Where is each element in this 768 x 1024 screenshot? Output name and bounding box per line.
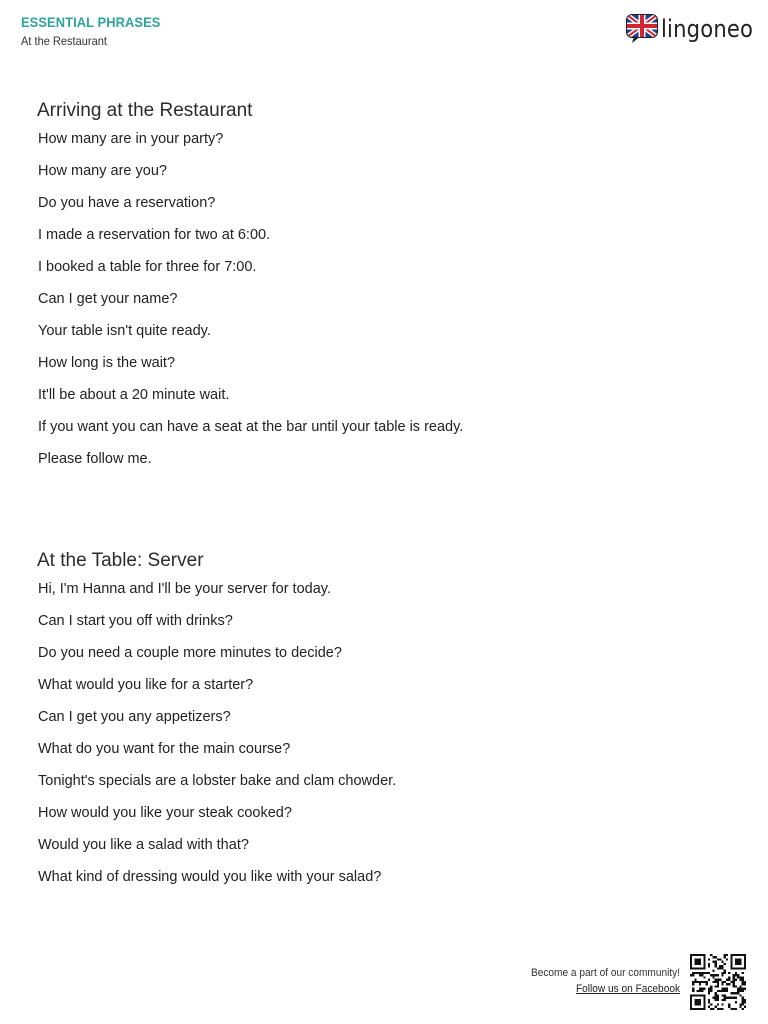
section-arriving bbox=[37, 99, 463, 481]
document-title: ESSENTIAL PHRASES bbox=[21, 14, 161, 30]
phrase-item: What do you want for the main course? bbox=[38, 741, 291, 757]
phrase-item: How many are you? bbox=[38, 163, 167, 179]
phrase-item: How many are in your party? bbox=[38, 131, 224, 147]
phrase-item: Do you need a couple more minutes to decide? bbox=[38, 645, 342, 661]
phrase-item: Can I get your name? bbox=[38, 291, 178, 307]
qr-code-icon[interactable] bbox=[690, 954, 746, 1010]
phrase-item: I made a reservation for two at 6:00. bbox=[38, 227, 271, 243]
phrase-item: Do you have a reservation? bbox=[38, 195, 216, 211]
phrase-item: Hi, I'm Hanna and I'll be your server for today. bbox=[38, 581, 331, 597]
facebook-link[interactable]: Follow us on Facebook bbox=[575, 983, 680, 995]
phrase-item: It'll be about a 20 minute wait. bbox=[38, 387, 230, 403]
phrase-item: What would you like for a starter? bbox=[38, 677, 254, 693]
phrase-item: Can I get you any appetizers? bbox=[38, 709, 231, 725]
footer-community bbox=[518, 967, 680, 995]
section-at-the-table bbox=[37, 549, 396, 899]
phrase-item: I booked a table for three for 7:00. bbox=[38, 259, 257, 275]
phrase-item: If you want you can have a seat at the bar until your table is ready. bbox=[38, 419, 464, 435]
logo-text: lingoneo bbox=[661, 15, 754, 43]
community-text: Become a part of our community! bbox=[530, 967, 680, 979]
uk-flag-speech-bubble-icon bbox=[626, 14, 658, 44]
phrase-item: How long is the wait? bbox=[38, 355, 176, 371]
phrase-item: Can I start you off with drinks? bbox=[38, 613, 233, 629]
lingoneo-logo[interactable] bbox=[626, 14, 766, 44]
phrase-item: How would you like your steak cooked? bbox=[38, 805, 292, 821]
phrase-item: Please follow me. bbox=[38, 451, 152, 467]
phrase-item: Would you like a salad with that? bbox=[38, 837, 249, 853]
phrase-item: Tonight's specials are a lobster bake and clam chowder. bbox=[38, 773, 397, 789]
section-heading: At the Table: Server bbox=[37, 550, 204, 571]
document-subtitle: At the Restaurant bbox=[21, 34, 107, 48]
section-heading: Arriving at the Restaurant bbox=[37, 100, 253, 121]
phrase-item: What kind of dressing would you like with your salad? bbox=[38, 869, 382, 885]
phrase-item: Your table isn't quite ready. bbox=[38, 323, 211, 339]
